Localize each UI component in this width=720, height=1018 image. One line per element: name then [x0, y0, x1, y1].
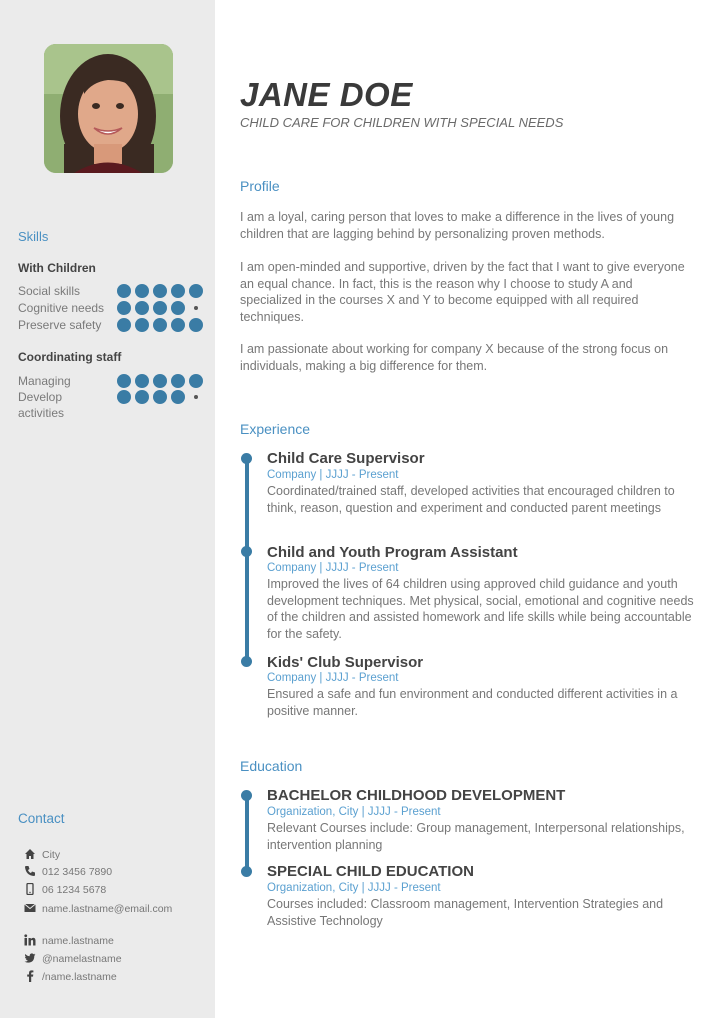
education-meta: Organization, City | JJJJ - Present	[267, 882, 441, 894]
rating-dot-filled	[135, 284, 149, 298]
candidate-name: JANE DOE	[240, 76, 413, 113]
contact-text: @namelastname	[42, 953, 122, 965]
rating-dot-filled	[171, 318, 185, 332]
contact-text: City	[42, 849, 61, 861]
rating-dot-filled	[171, 390, 185, 404]
rating-dot-filled	[135, 374, 149, 388]
skill-row	[18, 373, 203, 389]
experience-meta: Company | JJJJ - Present	[267, 672, 399, 684]
experience-description: Coordinated/trained staff, developed activities that encouraged children to think, reason, question and experiment and conducted parent meetings	[267, 484, 675, 515]
experience-timeline	[245, 456, 249, 664]
education-timeline	[245, 793, 249, 873]
home-icon	[24, 848, 36, 862]
experience-title: Child and Youth Program Assistant	[267, 544, 518, 561]
skill-rating	[117, 284, 203, 298]
profile-heading: Profile	[240, 178, 280, 194]
skill-label-continuation: activities	[18, 406, 65, 420]
profile-photo	[44, 44, 173, 173]
rating-dot-filled	[117, 318, 131, 332]
timeline-dot	[241, 453, 252, 464]
skill-label: Managing	[18, 374, 71, 388]
skill-row	[18, 389, 203, 405]
phone-icon	[24, 865, 36, 879]
contact-text: 06 1234 5678	[42, 884, 107, 896]
education-description: Courses included: Classroom management, Intervention Strategies and Assistive Technology	[267, 897, 664, 928]
skill-rating	[117, 301, 203, 315]
candidate-title: CHILD CARE FOR CHILDREN WITH SPECIAL NEEDS	[240, 115, 564, 130]
skill-rating	[117, 318, 203, 332]
skill-rating	[117, 374, 203, 388]
twitter-icon	[24, 952, 36, 966]
rating-dot-filled	[171, 284, 185, 298]
rating-dot-filled	[171, 374, 185, 388]
facebook-icon	[24, 970, 36, 984]
rating-dot-filled	[171, 301, 185, 315]
profile-paragraph: I am passionate about working for company X because of the strong focus on individuals, making a big difference for them.	[240, 342, 669, 373]
rating-dot-filled	[153, 390, 167, 404]
rating-dot-filled	[135, 390, 149, 404]
rating-dot-filled	[153, 374, 167, 388]
profile-paragraph: I am open-minded and supportive, driven by the fact that I want to give everyone an equal chance. In fact, this is the reason why I choose to study A and specialized in the courses X and Y to become equipped with all required techniques.	[240, 260, 685, 324]
experience-title: Child Care Supervisor	[267, 450, 425, 467]
timeline-dot	[241, 656, 252, 667]
education-description: Relevant Courses include: Group management, Interpersonal relationships, intervention planning	[267, 821, 685, 852]
experience-meta: Company | JJJJ - Present	[267, 469, 399, 481]
experience-heading: Experience	[240, 421, 311, 437]
rating-dot-empty	[194, 306, 198, 310]
rating-dot-filled	[135, 318, 149, 332]
skill-group-title: With Children	[18, 261, 96, 275]
education-meta: Organization, City | JJJJ - Present	[267, 806, 441, 818]
rating-dot-empty	[194, 395, 198, 399]
experience-description: Improved the lives of 64 children using approved child guidance and youth development techniques. Met physical, social, emotional and cognitive needs of the children and assisted homework and life skills while being accountable for the safety.	[267, 577, 694, 641]
skill-row	[18, 317, 203, 333]
rating-dot-filled	[117, 374, 131, 388]
experience-description: Ensured a safe and fun environment and conducted different activities in a positive manner.	[267, 687, 678, 718]
profile-paragraph: I am a loyal, caring person that loves to make a difference in the lives of young children that are lagging behind by personalizing proven methods.	[240, 210, 675, 241]
linkedin-icon	[24, 934, 36, 948]
skill-group-title: Coordinating staff	[18, 350, 122, 364]
skill-label: Cognitive needs	[18, 301, 105, 315]
contact-text: 012 3456 7890	[42, 866, 113, 878]
skill-label: Social skills	[18, 284, 81, 298]
rating-dot-filled	[135, 301, 149, 315]
contact-text: name.lastname	[42, 935, 114, 947]
skill-row	[18, 300, 203, 316]
experience-title: Kids' Club Supervisor	[267, 654, 424, 671]
rating-dot-filled	[153, 284, 167, 298]
rating-dot-filled	[117, 390, 131, 404]
skill-row	[18, 405, 203, 421]
contact-text: /name.lastname	[42, 971, 117, 983]
skill-row	[18, 283, 203, 299]
timeline-dot	[241, 546, 252, 557]
rating-dot-filled	[153, 301, 167, 315]
mobile-icon	[24, 883, 36, 897]
education-title: SPECIAL CHILD EDUCATION	[267, 863, 474, 880]
contact-heading: Contact	[18, 811, 65, 826]
timeline-dot	[241, 790, 252, 801]
rating-dot-filled	[153, 318, 167, 332]
rating-dot-filled	[189, 374, 203, 388]
education-title: BACHELOR CHILDHOOD DEVELOPMENT	[267, 787, 566, 804]
experience-meta: Company | JJJJ - Present	[267, 562, 399, 574]
skills-heading: Skills	[18, 229, 49, 244]
rating-dot-filled	[189, 318, 203, 332]
email-icon	[24, 902, 36, 916]
skill-rating	[117, 390, 203, 404]
timeline-dot	[241, 866, 252, 877]
rating-dot-filled	[189, 284, 203, 298]
contact-text: name.lastname@email.com	[42, 903, 173, 915]
sidebar	[0, 0, 215, 1018]
education-heading: Education	[240, 758, 303, 774]
rating-dot-filled	[117, 301, 131, 315]
skill-label: Develop	[18, 390, 63, 404]
skill-label: Preserve safety	[18, 318, 102, 332]
rating-dot-filled	[117, 284, 131, 298]
